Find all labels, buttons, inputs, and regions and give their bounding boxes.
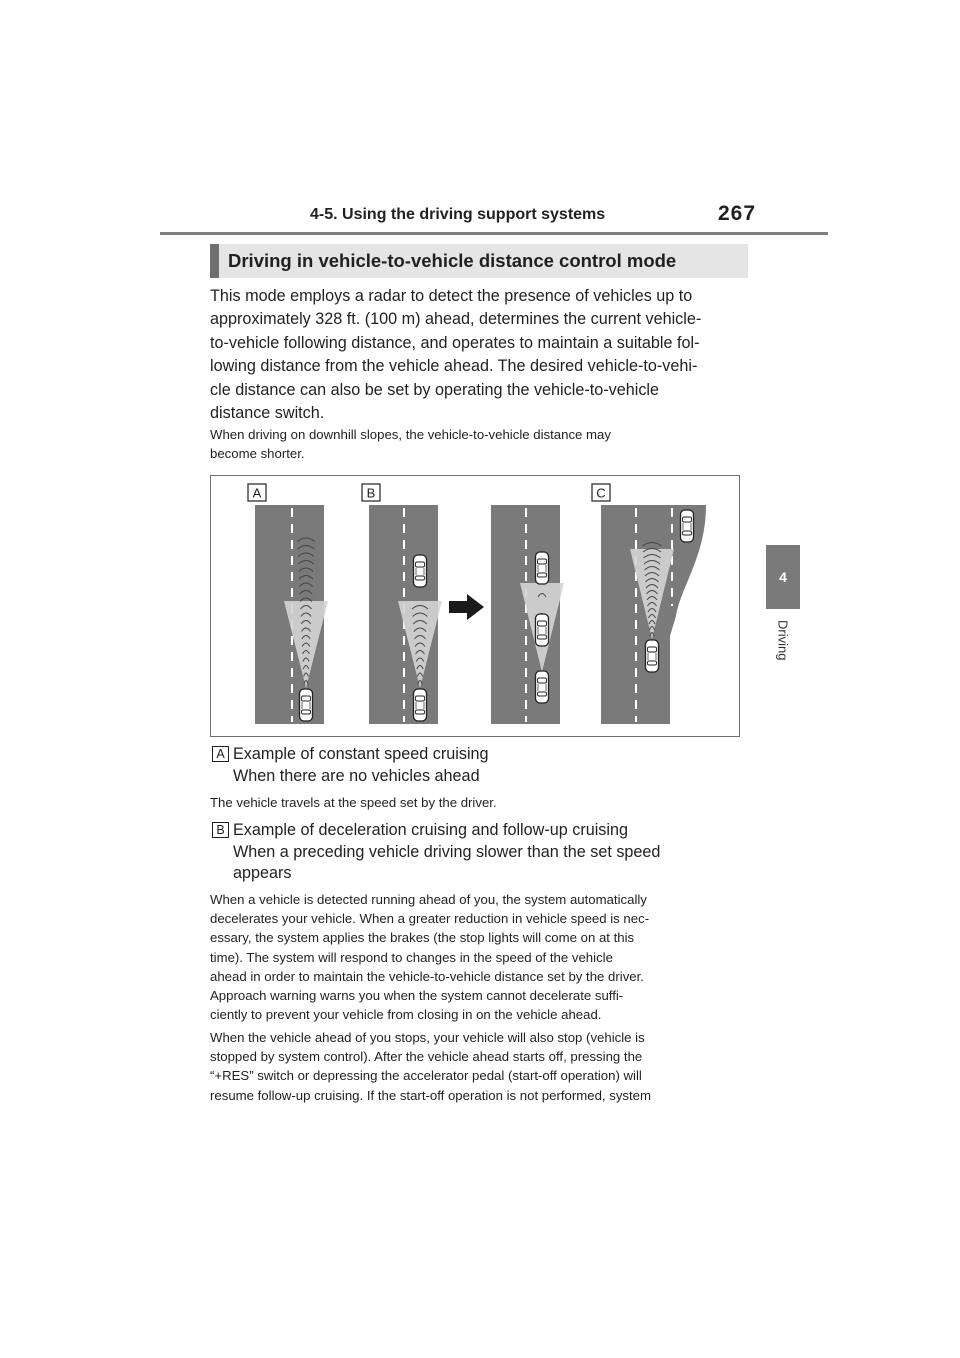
page-number: 267 [718,202,757,225]
item-b-body-line: “+RES” switch or depressing the accelerator pedal (start-off operation) will [210,1068,642,1084]
item-b-title-line: Example of deceleration cruising and follow-up cruising [233,821,629,839]
item-b-body-line: stopped by system control). After the vehicle ahead starts off, pressing the [210,1049,643,1065]
intro-paragraph [210,285,755,425]
item-b-body-line: When a vehicle is detected running ahead of you, the system automatically [210,892,647,907]
item-b-body-line: decelerates your vehicle. When a greater reduction in vehicle speed is nec- [210,911,650,927]
scenario-c [592,484,706,724]
scenario-b [362,484,442,724]
section-heading: Driving in vehicle-to-vehicle distance control mode [210,244,748,278]
item-b-title-line: appears [233,864,292,883]
item-a-title [233,744,489,787]
right-arrow-icon [449,594,484,620]
label-b: B [366,485,376,501]
intro-line: distance switch. [210,404,325,423]
intro-line: to-vehicle following distance, and operates to maintain a suitable fol- [210,333,700,352]
cruise-illustration-svg [211,476,741,738]
scenario-a [248,484,328,724]
label-a: A [252,485,262,501]
item-b-body-line: Approach warning warns you when the system cannot decelerate suffi- [210,988,624,1004]
item-a-body [210,793,497,812]
intro-line: cle distance can also be set by operating the vehicle-to-vehicle [210,380,660,399]
intro-line: This mode employs a radar to detect the presence of vehicles up to [210,287,693,305]
item-a-body-line: The vehicle travels at the speed set by the driver. [210,795,497,810]
item-b-body-line: ciently to prevent your vehicle from closing in on the vehicle ahead. [210,1007,602,1023]
cruise-illustration [210,475,740,737]
running-header-title: 4-5. Using the driving support systems [310,206,606,223]
note-line: become shorter. [210,446,305,462]
downhill-note [210,425,750,463]
item-b-title [233,820,660,885]
item-b-title-line: When a preceding vehicle driving slower than the set speed [233,842,661,861]
note-line: When driving on downhill slopes, the vehicle-to-vehicle distance may [210,427,611,442]
item-b-body-line: ahead in order to maintain the vehicle-to-vehicle distance set by the driver. [210,968,644,984]
chapter-label: Driving [775,620,791,661]
scenario-b-continued [491,505,564,724]
chapter-tab: 4 [766,545,800,609]
item-a-title-line: Example of constant speed cruising [233,745,489,763]
item-b-body-line: When the vehicle ahead of you stops, your vehicle will also stop (vehicle is [210,1030,645,1045]
item-badge-b: B [212,822,229,838]
intro-line: approximately 328 ft. (100 m) ahead, determines the current vehicle- [210,310,702,329]
item-b-body-line: resume follow-up cruising. If the start-off operation is not performed, system [210,1087,651,1103]
item-b-body-paragraph-2 [210,1028,651,1105]
item-a-title-line: When there are no vehicles ahead [233,766,480,785]
header-rule [160,232,828,235]
item-badge-a: A [212,746,229,762]
label-c: C [596,485,606,501]
item-b-body-line: time). The system will respond to changes in the speed of the vehicle [210,949,613,965]
intro-line: lowing distance from the vehicle ahead. The desired vehicle-to-vehi- [210,357,698,376]
item-b-body-paragraph-1 [210,890,649,1024]
item-b-body-line: essary, the system applies the brakes (the stop lights will come on at this [210,930,635,946]
